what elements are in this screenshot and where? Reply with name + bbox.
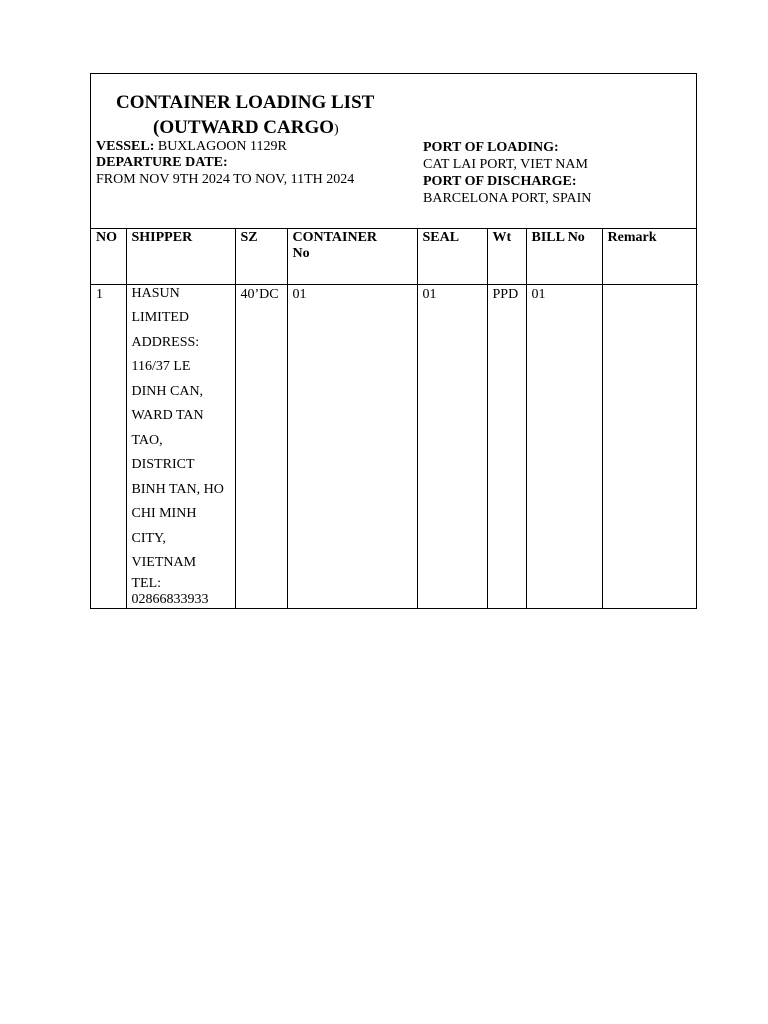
cell-container-no: 01 — [287, 284, 417, 608]
header-wt: Wt — [487, 229, 526, 284]
header-seal: SEAL — [417, 229, 487, 284]
document-header — [91, 74, 696, 229]
port-of-discharge-label: PORT OF DISCHARGE: — [423, 174, 577, 189]
header-container-no — [287, 229, 417, 284]
cell-seal: 01 — [417, 284, 487, 608]
departure-date-label: DEPARTURE DATE: — [96, 155, 228, 170]
header-sz: SZ — [235, 229, 287, 284]
port-of-loading-value: CAT LAI PORT, VIET NAM — [423, 157, 588, 172]
table-header-row — [91, 229, 698, 284]
cell-no: 1 — [91, 284, 126, 608]
cell-shipper — [126, 284, 235, 608]
subtitle-text: (OUTWARD CARGO — [153, 117, 335, 138]
cell-remark — [602, 284, 698, 608]
header-container-line2: No — [292, 246, 310, 261]
port-of-discharge-value: BARCELONA PORT, SPAIN — [423, 191, 592, 206]
vessel-line — [96, 138, 287, 155]
shipper-tel-value: 02866833933 — [131, 591, 209, 607]
header-remark: Remark — [607, 230, 657, 245]
cargo-table — [91, 229, 698, 608]
shipper-line: CITY, — [131, 530, 166, 546]
shipper-line: BINH TAN, HO — [131, 481, 224, 497]
shipper-line: ADDRESS: — [131, 334, 200, 350]
shipper-line: DISTRICT — [131, 457, 195, 472]
shipper-line: LIMITED — [131, 310, 190, 325]
document-title: CONTAINER LOADING LIST — [116, 92, 375, 113]
header-no: NO — [91, 229, 126, 284]
loading-list-document — [90, 73, 697, 609]
vessel-value: BUXLAGOON 1129R — [154, 139, 287, 154]
subtitle-paren: ) — [334, 122, 339, 137]
cell-bill-no: 01 — [526, 284, 602, 608]
cell-wt: PPD — [487, 284, 526, 608]
shipper-line: CHI MINH — [131, 506, 197, 521]
port-of-loading-label: PORT OF LOADING: — [423, 140, 559, 155]
shipper-line: TAO, — [131, 432, 163, 448]
header-bill-no: BILL No — [526, 229, 602, 284]
vessel-label: VESSEL: — [96, 139, 155, 154]
shipper-tel-label: TEL: — [131, 575, 162, 591]
shipper-line: 116/37 LE — [131, 359, 191, 374]
shipper-line: HASUN — [131, 285, 180, 301]
header-container-line1: CONTAINER — [292, 230, 378, 245]
shipper-line: DINH CAN, — [131, 383, 204, 399]
table-row — [91, 284, 698, 608]
shipper-line: WARD TAN — [131, 408, 204, 423]
departure-date-value: FROM NOV 9TH 2024 TO NOV, 11TH 2024 — [96, 172, 355, 187]
header-shipper: SHIPPER — [126, 229, 235, 284]
cell-sz: 40’DC — [235, 284, 287, 608]
shipper-line: VIETNAM — [131, 555, 197, 570]
